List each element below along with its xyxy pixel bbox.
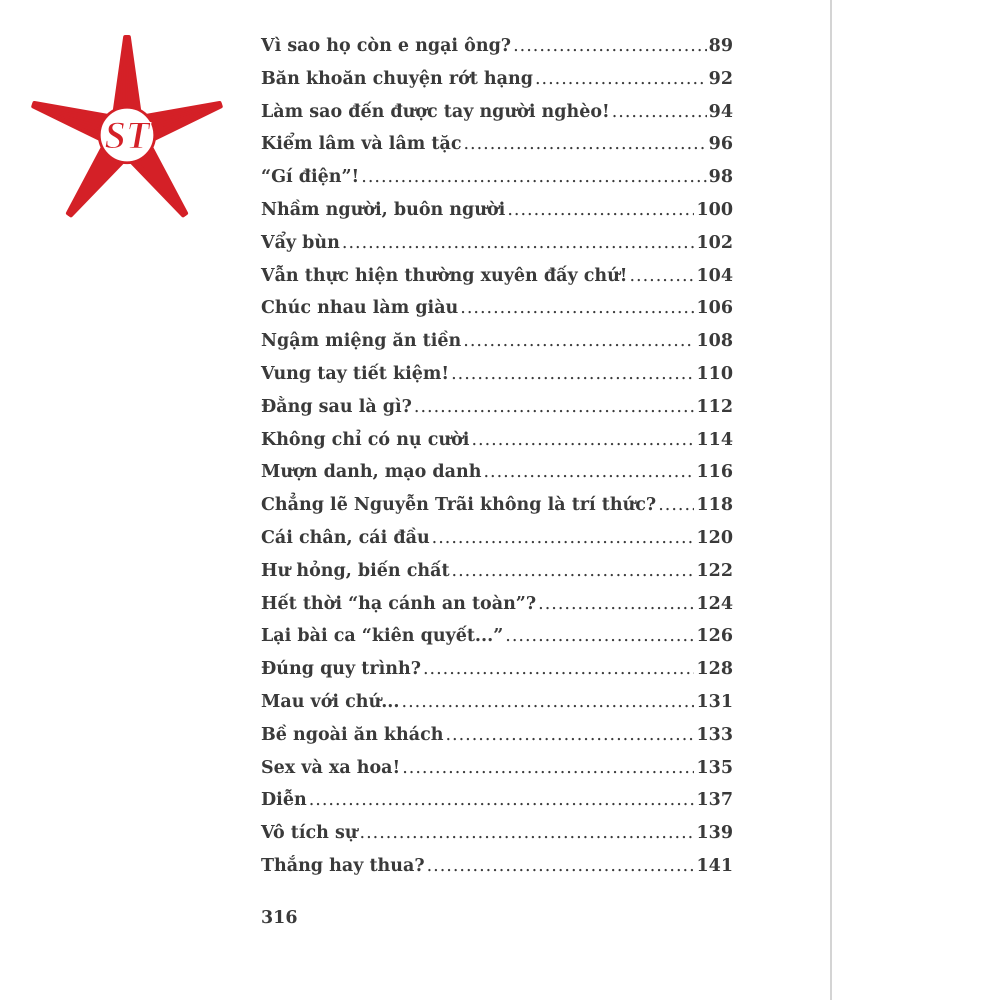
toc-entry-title: Hư hỏng, biến chất [261, 560, 450, 581]
toc-leader-dots [309, 790, 695, 810]
toc-leader-dots [361, 167, 706, 187]
toc-leader-dots [463, 134, 706, 154]
toc-entry-page: 108 [696, 331, 733, 352]
toc-entry-title: Làm sao đến được tay người nghèo! [261, 101, 610, 122]
toc-entry-page: 122 [696, 560, 733, 581]
toc-leader-dots [513, 36, 707, 56]
toc-entry-title: Lại bài ca “kiên quyết...” [261, 626, 504, 647]
toc-entry-title: Thắng hay thua? [261, 855, 425, 876]
toc-entry-title: Không chỉ có nụ cười [261, 429, 470, 450]
toc-entry-page: 102 [696, 232, 733, 253]
toc-leader-dots [427, 856, 695, 876]
toc-entry-page: 98 [708, 167, 733, 188]
toc-leader-dots [342, 233, 695, 253]
red-star-publisher-logo [16, 24, 238, 246]
toc-entry-title: Vẩy bùn [261, 232, 340, 253]
toc-entry [261, 462, 733, 495]
toc-entry-title: Vung tay tiết kiệm! [261, 363, 450, 384]
toc-entry-title: Hết thời “hạ cánh an toàn”? [261, 593, 537, 614]
toc-entry-page: 124 [696, 593, 733, 614]
toc-entry-page: 106 [696, 298, 733, 319]
toc-entry-title: Chúc nhau làm giàu [261, 298, 459, 319]
toc-entry [261, 856, 733, 889]
toc-entry [261, 397, 733, 430]
toc-entry-page: 92 [708, 68, 733, 89]
toc-entry [261, 692, 733, 725]
toc-entry [261, 430, 733, 463]
toc-entry [261, 167, 733, 200]
toc-entry [261, 725, 733, 758]
toc-entry [261, 102, 733, 135]
toc-entry-title: Đúng quy trình? [261, 659, 421, 680]
toc-entry [261, 659, 733, 692]
toc-entry-title: Chẳng lẽ Nguyễn Trãi không là trí thức? [261, 495, 657, 516]
toc-leader-dots [612, 102, 707, 122]
toc-leader-dots [483, 462, 694, 482]
toc-entry-title: Mau với chứ... [261, 691, 400, 712]
toc-leader-dots [402, 692, 695, 712]
toc-entry [261, 36, 733, 69]
toc-entry-page: 128 [696, 659, 733, 680]
toc-entry [261, 790, 733, 823]
toc-leader-dots [507, 200, 694, 220]
toc-entry [261, 594, 733, 627]
toc-entry-page: 110 [696, 363, 733, 384]
toc-entry-title: Ngậm miệng ăn tiền [261, 331, 462, 352]
toc-entry-title: Cái chân, cái đầu [261, 527, 430, 548]
toc-leader-dots [471, 430, 694, 450]
toc-entry-title: Đằng sau là gì? [261, 396, 412, 417]
toc-entry-page: 104 [696, 265, 733, 286]
toc-entry-title: Sex và xa hoa! [261, 757, 401, 778]
toc-entry-page: 114 [696, 429, 733, 450]
toc-entry-title: Nhầm người, buôn người [261, 199, 506, 220]
toc-entry [261, 331, 733, 364]
toc-entry-title: Kiểm lâm và lâm tặc [261, 134, 462, 155]
toc-entry-page: 94 [708, 101, 733, 122]
toc-leader-dots [629, 266, 694, 286]
toc-leader-dots [432, 528, 695, 548]
toc-entry [261, 495, 733, 528]
toc-leader-dots [423, 659, 695, 679]
toc-entry-page: 96 [708, 134, 733, 155]
toc-entry-page: 131 [696, 691, 733, 712]
toc-leader-dots [402, 758, 694, 778]
toc-entry-title: Bề ngoài ăn khách [261, 724, 444, 745]
toc-entry-title: Băn khoăn chuyện rớt hạng [261, 68, 533, 89]
toc-entry-page: 116 [696, 462, 733, 483]
toc-leader-dots [451, 364, 694, 384]
toc-entry [261, 528, 733, 561]
toc-entry-title: Vô tích sự [261, 823, 358, 844]
toc-leader-dots [445, 725, 694, 745]
toc-entry-page: 135 [696, 757, 733, 778]
toc-leader-dots [452, 561, 695, 581]
toc-entry [261, 758, 733, 791]
toc-leader-dots [414, 397, 695, 417]
page-edge-divider [830, 0, 832, 1000]
toc-leader-dots [463, 331, 694, 351]
toc-leader-dots [360, 823, 695, 843]
toc-entry [261, 823, 733, 856]
toc-entry-title: Mượn danh, mạo danh [261, 462, 482, 483]
toc-entry-page: 139 [696, 823, 733, 844]
toc-leader-dots [658, 495, 694, 515]
toc-entry [261, 364, 733, 397]
toc-leader-dots [505, 626, 694, 646]
toc-entry [261, 298, 733, 331]
toc-entry [261, 266, 733, 299]
toc-entry-title: Diễn [261, 790, 307, 811]
toc-entry-page: 141 [696, 855, 733, 876]
page-number: 316 [261, 908, 298, 928]
toc-entry [261, 561, 733, 594]
logo-monogram: ST [104, 113, 150, 157]
toc-entry [261, 134, 733, 167]
toc-leader-dots [538, 594, 694, 614]
toc-entry-page: 112 [696, 396, 733, 417]
toc-entry [261, 200, 733, 233]
toc-entry [261, 233, 733, 266]
toc-entry-page: 137 [696, 790, 733, 811]
toc-entry-page: 89 [708, 36, 733, 56]
toc-entry-title: “Gí điện”! [261, 167, 360, 188]
table-of-contents [261, 36, 733, 889]
toc-leader-dots [535, 69, 707, 89]
toc-entry-title: Vẫn thực hiện thường xuyên đấy chứ! [261, 265, 628, 286]
toc-entry-page: 133 [696, 724, 733, 745]
toc-entry-title: Vì sao họ còn e ngại ông? [261, 36, 512, 56]
toc-entry-page: 118 [696, 495, 733, 516]
toc-entry-page: 120 [696, 527, 733, 548]
toc-entry [261, 69, 733, 102]
toc-entry [261, 626, 733, 659]
toc-leader-dots [460, 298, 694, 318]
toc-entry-page: 100 [696, 199, 733, 220]
toc-entry-page: 126 [696, 626, 733, 647]
